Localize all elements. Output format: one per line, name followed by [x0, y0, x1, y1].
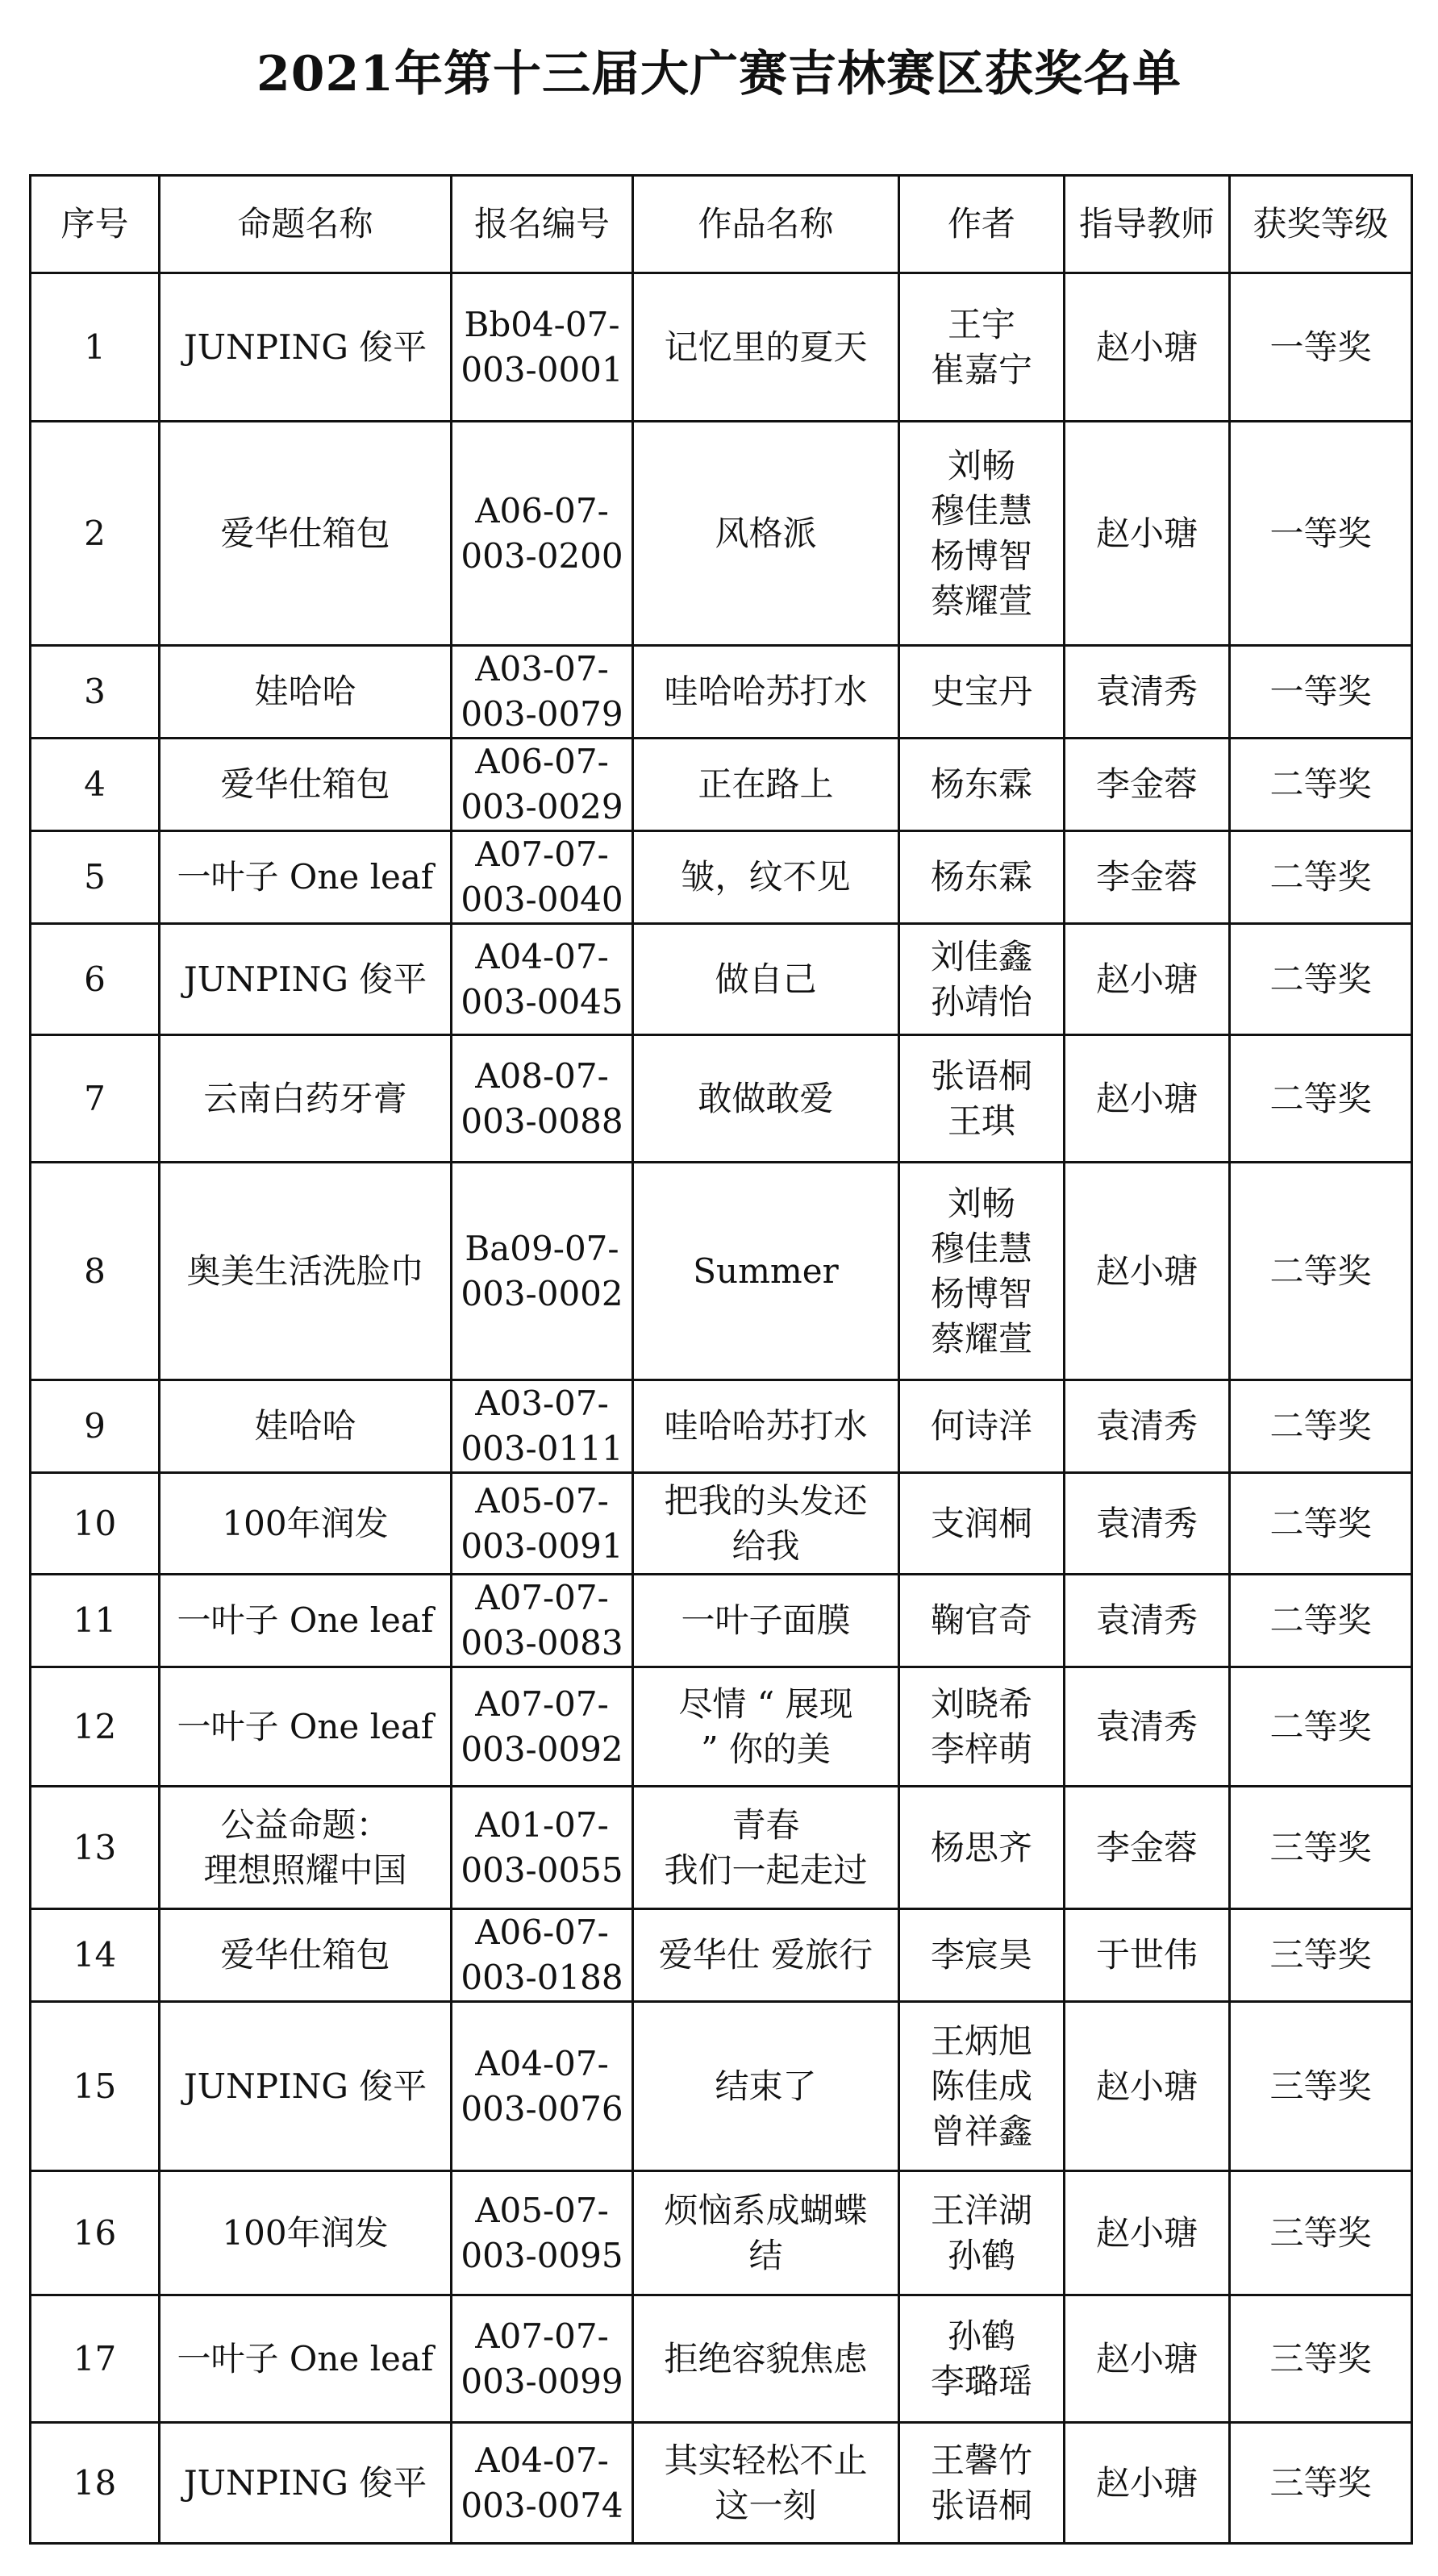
work-title-line: 敢做敢爱: [698, 1078, 834, 1118]
serial-number-cell: 9: [31, 1380, 160, 1473]
author-cell: [899, 2295, 1065, 2423]
registration-id-line: 003-0099: [461, 2361, 623, 2401]
header-serial-number: 序号: [31, 176, 160, 273]
registration-id-cell: [452, 1575, 633, 1667]
advisor-cell: 赵小瑭: [1065, 273, 1230, 422]
author-name: 张语桐: [930, 2485, 1032, 2525]
author-name: 王炳旭: [930, 2020, 1032, 2061]
registration-id-line: A07-07-: [475, 1683, 609, 1724]
registration-id-cell: [452, 1909, 633, 2002]
advisor-cell: 赵小瑭: [1065, 2295, 1230, 2423]
registration-id-cell: [452, 273, 633, 422]
registration-id-cell: [452, 739, 633, 831]
author-cell: [899, 831, 1065, 924]
author-name: 孙鹤: [947, 2316, 1015, 2356]
work-title-line: 哇哈哈苏打水: [664, 672, 868, 711]
award-level-cell: 二等奖: [1230, 1667, 1412, 1787]
registration-id-cell: [452, 1380, 633, 1473]
table-row: [31, 924, 1412, 1035]
work-title-cell: [633, 1575, 899, 1667]
work-title-cell: [633, 1035, 899, 1163]
topic-name-cell: 一叶子 One leaf: [160, 831, 452, 924]
author-name: 刘畅: [947, 1183, 1015, 1223]
registration-id-line: 003-0083: [461, 1623, 623, 1663]
award-level-cell: 三等奖: [1230, 2423, 1412, 2544]
author-cell: [899, 1035, 1065, 1163]
topic-name-cell: 爱华仕箱包: [160, 1909, 452, 2002]
registration-id-cell: [452, 2171, 633, 2295]
author-name: 王馨竹: [930, 2440, 1032, 2480]
work-title-line: 尽情 “ 展现: [678, 1683, 853, 1724]
serial-number-cell: 4: [31, 739, 160, 831]
table-row: [31, 1667, 1412, 1787]
serial-number-cell: 5: [31, 831, 160, 924]
registration-id-line: 003-0188: [461, 1958, 623, 1997]
author-name: 史宝丹: [930, 672, 1032, 711]
work-title-cell: [633, 2171, 899, 2295]
award-level-cell: 二等奖: [1230, 831, 1412, 924]
author-cell: [899, 1787, 1065, 1909]
registration-id-cell: [452, 1035, 633, 1163]
table-body: [31, 273, 1412, 2544]
award-level-cell: 三等奖: [1230, 2002, 1412, 2171]
work-title-line: 拒绝容貌焦虑: [664, 2338, 868, 2378]
serial-number-cell: 7: [31, 1035, 160, 1163]
author-name: 陈佳成: [930, 2066, 1032, 2106]
topic-name-cell: JUNPING 俊平: [160, 2423, 452, 2544]
author-cell: [899, 2002, 1065, 2171]
author-name: 杨东霖: [930, 764, 1032, 804]
registration-id-line: 003-0088: [461, 1101, 623, 1141]
registration-id-line: 003-0200: [461, 535, 623, 576]
table-row: [31, 1163, 1412, 1380]
work-title-line: 青春: [732, 1804, 800, 1845]
work-title-cell: [633, 831, 899, 924]
award-level-cell: 二等奖: [1230, 739, 1412, 831]
work-title-line: 结: [748, 2235, 783, 2275]
work-title-line: 给我: [732, 1525, 800, 1566]
registration-id-line: 003-0111: [461, 1429, 623, 1468]
topic-name-cell: JUNPING 俊平: [160, 273, 452, 422]
serial-number-cell: 15: [31, 2002, 160, 2171]
author-name: 刘畅: [947, 445, 1015, 485]
work-title-line: 哇哈哈苏打水: [664, 1406, 868, 1446]
registration-id-cell: [452, 924, 633, 1035]
topic-name-cell: 娃哈哈: [160, 646, 452, 739]
advisor-cell: 李金蓉: [1065, 739, 1230, 831]
topic-name-cell: 云南白药牙膏: [160, 1035, 452, 1163]
registration-id-line: A04-07-: [475, 936, 609, 976]
topic-name-cell: 100年润发: [160, 1473, 452, 1575]
registration-id-cell: [452, 831, 633, 924]
advisor-cell: 赵小瑭: [1065, 422, 1230, 646]
work-title-cell: [633, 1909, 899, 2002]
table-row: [31, 1380, 1412, 1473]
author-cell: [899, 1575, 1065, 1667]
advisor-cell: 袁清秀: [1065, 1575, 1230, 1667]
registration-id-line: A03-07-: [475, 1384, 609, 1423]
table-row: [31, 739, 1412, 831]
registration-id-line: 003-0045: [461, 981, 623, 1022]
table-row: [31, 1787, 1412, 1909]
registration-id-cell: [452, 1163, 633, 1380]
work-title-line: 皱，纹不见: [681, 857, 851, 897]
author-cell: [899, 1380, 1065, 1473]
advisor-cell: 赵小瑭: [1065, 1035, 1230, 1163]
table-row: [31, 2171, 1412, 2295]
work-title-line: 风格派: [715, 513, 817, 553]
author-cell: [899, 2423, 1065, 2544]
registration-id-line: 003-0095: [461, 2235, 623, 2275]
award-level-cell: 三等奖: [1230, 1909, 1412, 2002]
topic-name-cell: 一叶子 One leaf: [160, 1575, 452, 1667]
registration-id-line: A03-07-: [475, 649, 609, 689]
advisor-cell: 赵小瑭: [1065, 2423, 1230, 2544]
serial-number-cell: 6: [31, 924, 160, 1035]
registration-id-line: A04-07-: [475, 2440, 609, 2480]
author-name: 王宇: [947, 304, 1015, 344]
work-title-line: 我们一起走过: [664, 1850, 868, 1890]
registration-id-line: 003-0001: [461, 349, 623, 389]
author-name: 杨博智: [930, 535, 1032, 576]
registration-id-line: Ba09-07-: [465, 1228, 619, 1268]
serial-number-cell: 10: [31, 1473, 160, 1575]
work-title-line: 其实轻松不止: [664, 2440, 868, 2480]
serial-number-cell: 11: [31, 1575, 160, 1667]
award-level-cell: 三等奖: [1230, 2295, 1412, 2423]
work-title-line: Summer: [693, 1251, 839, 1291]
work-title-cell: [633, 1163, 899, 1380]
author-name: 刘晓希: [930, 1683, 1032, 1724]
registration-id-line: A06-07-: [475, 490, 609, 531]
award-level-cell: 二等奖: [1230, 1163, 1412, 1380]
author-name: 李璐瑶: [930, 2361, 1032, 2401]
topic-name-cell: JUNPING 俊平: [160, 924, 452, 1035]
registration-id-cell: [452, 2423, 633, 2544]
header-award-level: 获奖等级: [1230, 176, 1412, 273]
registration-id-line: A06-07-: [475, 742, 609, 781]
work-title-line: 把我的头发还: [664, 1480, 868, 1521]
registration-id-line: Bb04-07-: [464, 304, 620, 344]
work-title-cell: [633, 1787, 899, 1909]
author-name: 穆佳慧: [930, 490, 1032, 531]
award-level-cell: 二等奖: [1230, 1473, 1412, 1575]
author-cell: [899, 646, 1065, 739]
topic-name-cell: 娃哈哈: [160, 1380, 452, 1473]
table-row: [31, 831, 1412, 924]
registration-id-line: A06-07-: [475, 1912, 609, 1952]
serial-number-cell: 16: [31, 2171, 160, 2295]
header-topic-name: 命题名称: [160, 176, 452, 273]
author-name: 李梓萌: [930, 1729, 1032, 1769]
registration-id-line: A05-07-: [475, 1480, 609, 1521]
author-cell: [899, 1667, 1065, 1787]
award-level-cell: 一等奖: [1230, 273, 1412, 422]
serial-number-cell: 18: [31, 2423, 160, 2544]
registration-id-line: 003-0079: [461, 694, 623, 734]
registration-id-cell: [452, 422, 633, 646]
registration-id-cell: [452, 1473, 633, 1575]
award-level-cell: 一等奖: [1230, 422, 1412, 646]
advisor-cell: 于世伟: [1065, 1909, 1230, 2002]
advisor-cell: 李金蓉: [1065, 1787, 1230, 1909]
header-work-title: 作品名称: [633, 176, 899, 273]
author-cell: [899, 1473, 1065, 1575]
registration-id-line: A01-07-: [475, 1804, 609, 1845]
work-title-cell: [633, 422, 899, 646]
registration-id-line: 003-0040: [461, 880, 623, 919]
registration-id-line: A08-07-: [475, 1055, 609, 1096]
work-title-line: 正在路上: [698, 764, 834, 804]
work-title-line: 记忆里的夏天: [664, 327, 868, 367]
author-name: 杨博智: [930, 1273, 1032, 1313]
advisor-cell: 赵小瑭: [1065, 924, 1230, 1035]
advisor-cell: 李金蓉: [1065, 831, 1230, 924]
author-cell: [899, 422, 1065, 646]
award-level-cell: 二等奖: [1230, 1380, 1412, 1473]
award-table: [29, 174, 1413, 2545]
registration-id-line: 003-0002: [461, 1273, 623, 1313]
registration-id-line: 003-0076: [461, 2088, 623, 2129]
advisor-cell: 袁清秀: [1065, 646, 1230, 739]
page-title: 2021年第十三届大广赛吉林赛区获奖名单: [256, 46, 1182, 102]
advisor-cell: 袁清秀: [1065, 1667, 1230, 1787]
work-title-line: 这一刻: [715, 2485, 817, 2525]
author-cell: [899, 1163, 1065, 1380]
table-row: [31, 2295, 1412, 2423]
registration-id-cell: [452, 1667, 633, 1787]
registration-id-line: 003-0092: [461, 1729, 623, 1769]
serial-number-cell: 8: [31, 1163, 160, 1380]
topic-name-cell: 公益命题： 理想照耀中国: [160, 1787, 452, 1909]
serial-number-cell: 2: [31, 422, 160, 646]
author-name: 王洋湖: [930, 2190, 1032, 2230]
work-title-line: ” 你的美: [701, 1729, 831, 1769]
author-cell: [899, 1909, 1065, 2002]
author-name: 孙靖怡: [930, 981, 1032, 1022]
work-title-line: 结束了: [715, 2066, 817, 2106]
author-name: 支润桐: [930, 1503, 1032, 1543]
registration-id-line: 003-0074: [461, 2485, 623, 2525]
registration-id-cell: [452, 1787, 633, 1909]
work-title-cell: [633, 2423, 899, 2544]
registration-id-line: 003-0055: [461, 1850, 623, 1890]
award-level-cell: 一等奖: [1230, 646, 1412, 739]
header-registration-id: 报名编号: [452, 176, 633, 273]
registration-id-line: A07-07-: [475, 834, 609, 874]
author-name: 张语桐: [930, 1055, 1032, 1096]
author-name: 杨思齐: [930, 1827, 1032, 1867]
author-cell: [899, 924, 1065, 1035]
work-title-line: 爱华仕 爱旅行: [658, 1935, 873, 1975]
topic-name-cell: 爱华仕箱包: [160, 422, 452, 646]
author-name: 王琪: [947, 1101, 1015, 1141]
advisor-cell: 袁清秀: [1065, 1473, 1230, 1575]
author-cell: [899, 273, 1065, 422]
award-level-cell: 二等奖: [1230, 1575, 1412, 1667]
registration-id-line: 003-0029: [461, 787, 623, 826]
author-name: 刘佳鑫: [930, 936, 1032, 976]
author-name: 鞠官奇: [930, 1600, 1032, 1640]
award-level-cell: 二等奖: [1230, 924, 1412, 1035]
serial-number-cell: 3: [31, 646, 160, 739]
topic-name-cell: 一叶子 One leaf: [160, 1667, 452, 1787]
table-row: [31, 1035, 1412, 1163]
author-name: 穆佳慧: [930, 1228, 1032, 1268]
serial-number-cell: 17: [31, 2295, 160, 2423]
author-cell: [899, 2171, 1065, 2295]
registration-id-line: A07-07-: [475, 2316, 609, 2356]
serial-number-cell: 14: [31, 1909, 160, 2002]
registration-id-cell: [452, 2295, 633, 2423]
table-row: [31, 2423, 1412, 2544]
author-name: 何诗洋: [930, 1406, 1032, 1446]
topic-name-cell: JUNPING 俊平: [160, 2002, 452, 2171]
table-row: [31, 2002, 1412, 2171]
author-name: 蔡耀萱: [930, 581, 1032, 621]
registration-id-cell: [452, 2002, 633, 2171]
work-title-line: 做自己: [715, 959, 817, 999]
table-row: [31, 1473, 1412, 1575]
serial-number-cell: 12: [31, 1667, 160, 1787]
serial-number-cell: 13: [31, 1787, 160, 1909]
table-row: [31, 1909, 1412, 2002]
table-row: [31, 646, 1412, 739]
work-title-line: 一叶子面膜: [681, 1600, 851, 1640]
author-name: 李宸昊: [930, 1935, 1032, 1975]
author-name: 崔嘉宁: [930, 349, 1032, 389]
advisor-cell: 赵小瑭: [1065, 2002, 1230, 2171]
work-title-cell: [633, 273, 899, 422]
award-level-cell: 三等奖: [1230, 2171, 1412, 2295]
serial-number-cell: 1: [31, 273, 160, 422]
table-row: [31, 273, 1412, 422]
registration-id-line: 003-0091: [461, 1525, 623, 1566]
advisor-cell: 袁清秀: [1065, 1380, 1230, 1473]
author-name: 杨东霖: [930, 857, 1032, 897]
advisor-cell: 赵小瑭: [1065, 1163, 1230, 1380]
work-title-cell: [633, 924, 899, 1035]
work-title-cell: [633, 1667, 899, 1787]
header-advisor: 指导教师: [1065, 176, 1230, 273]
author-name: 孙鹤: [947, 2235, 1015, 2275]
work-title-line: 烦恼系成蝴蝶: [664, 2190, 868, 2230]
table-row: [31, 422, 1412, 646]
table-header-row: [31, 176, 1412, 273]
registration-id-line: A05-07-: [475, 2190, 609, 2230]
advisor-cell: 赵小瑭: [1065, 2171, 1230, 2295]
work-title-cell: [633, 2002, 899, 2171]
work-title-cell: [633, 2295, 899, 2423]
registration-id-line: A04-07-: [475, 2043, 609, 2083]
author-name: 蔡耀萱: [930, 1318, 1032, 1359]
author-cell: [899, 739, 1065, 831]
registration-id-line: A07-07-: [475, 1578, 609, 1617]
registration-id-cell: [452, 646, 633, 739]
award-level-cell: 三等奖: [1230, 1787, 1412, 1909]
table-row: [31, 1575, 1412, 1667]
topic-name-cell: 100年润发: [160, 2171, 452, 2295]
header-author: 作者: [899, 176, 1065, 273]
award-level-cell: 二等奖: [1230, 1035, 1412, 1163]
work-title-cell: [633, 1380, 899, 1473]
topic-name-cell: 奥美生活洗脸巾: [160, 1163, 452, 1380]
topic-name-cell: 爱华仕箱包: [160, 739, 452, 831]
work-title-cell: [633, 1473, 899, 1575]
work-title-cell: [633, 646, 899, 739]
topic-name-cell: 一叶子 One leaf: [160, 2295, 452, 2423]
work-title-cell: [633, 739, 899, 831]
author-name: 曾祥鑫: [930, 2111, 1032, 2151]
